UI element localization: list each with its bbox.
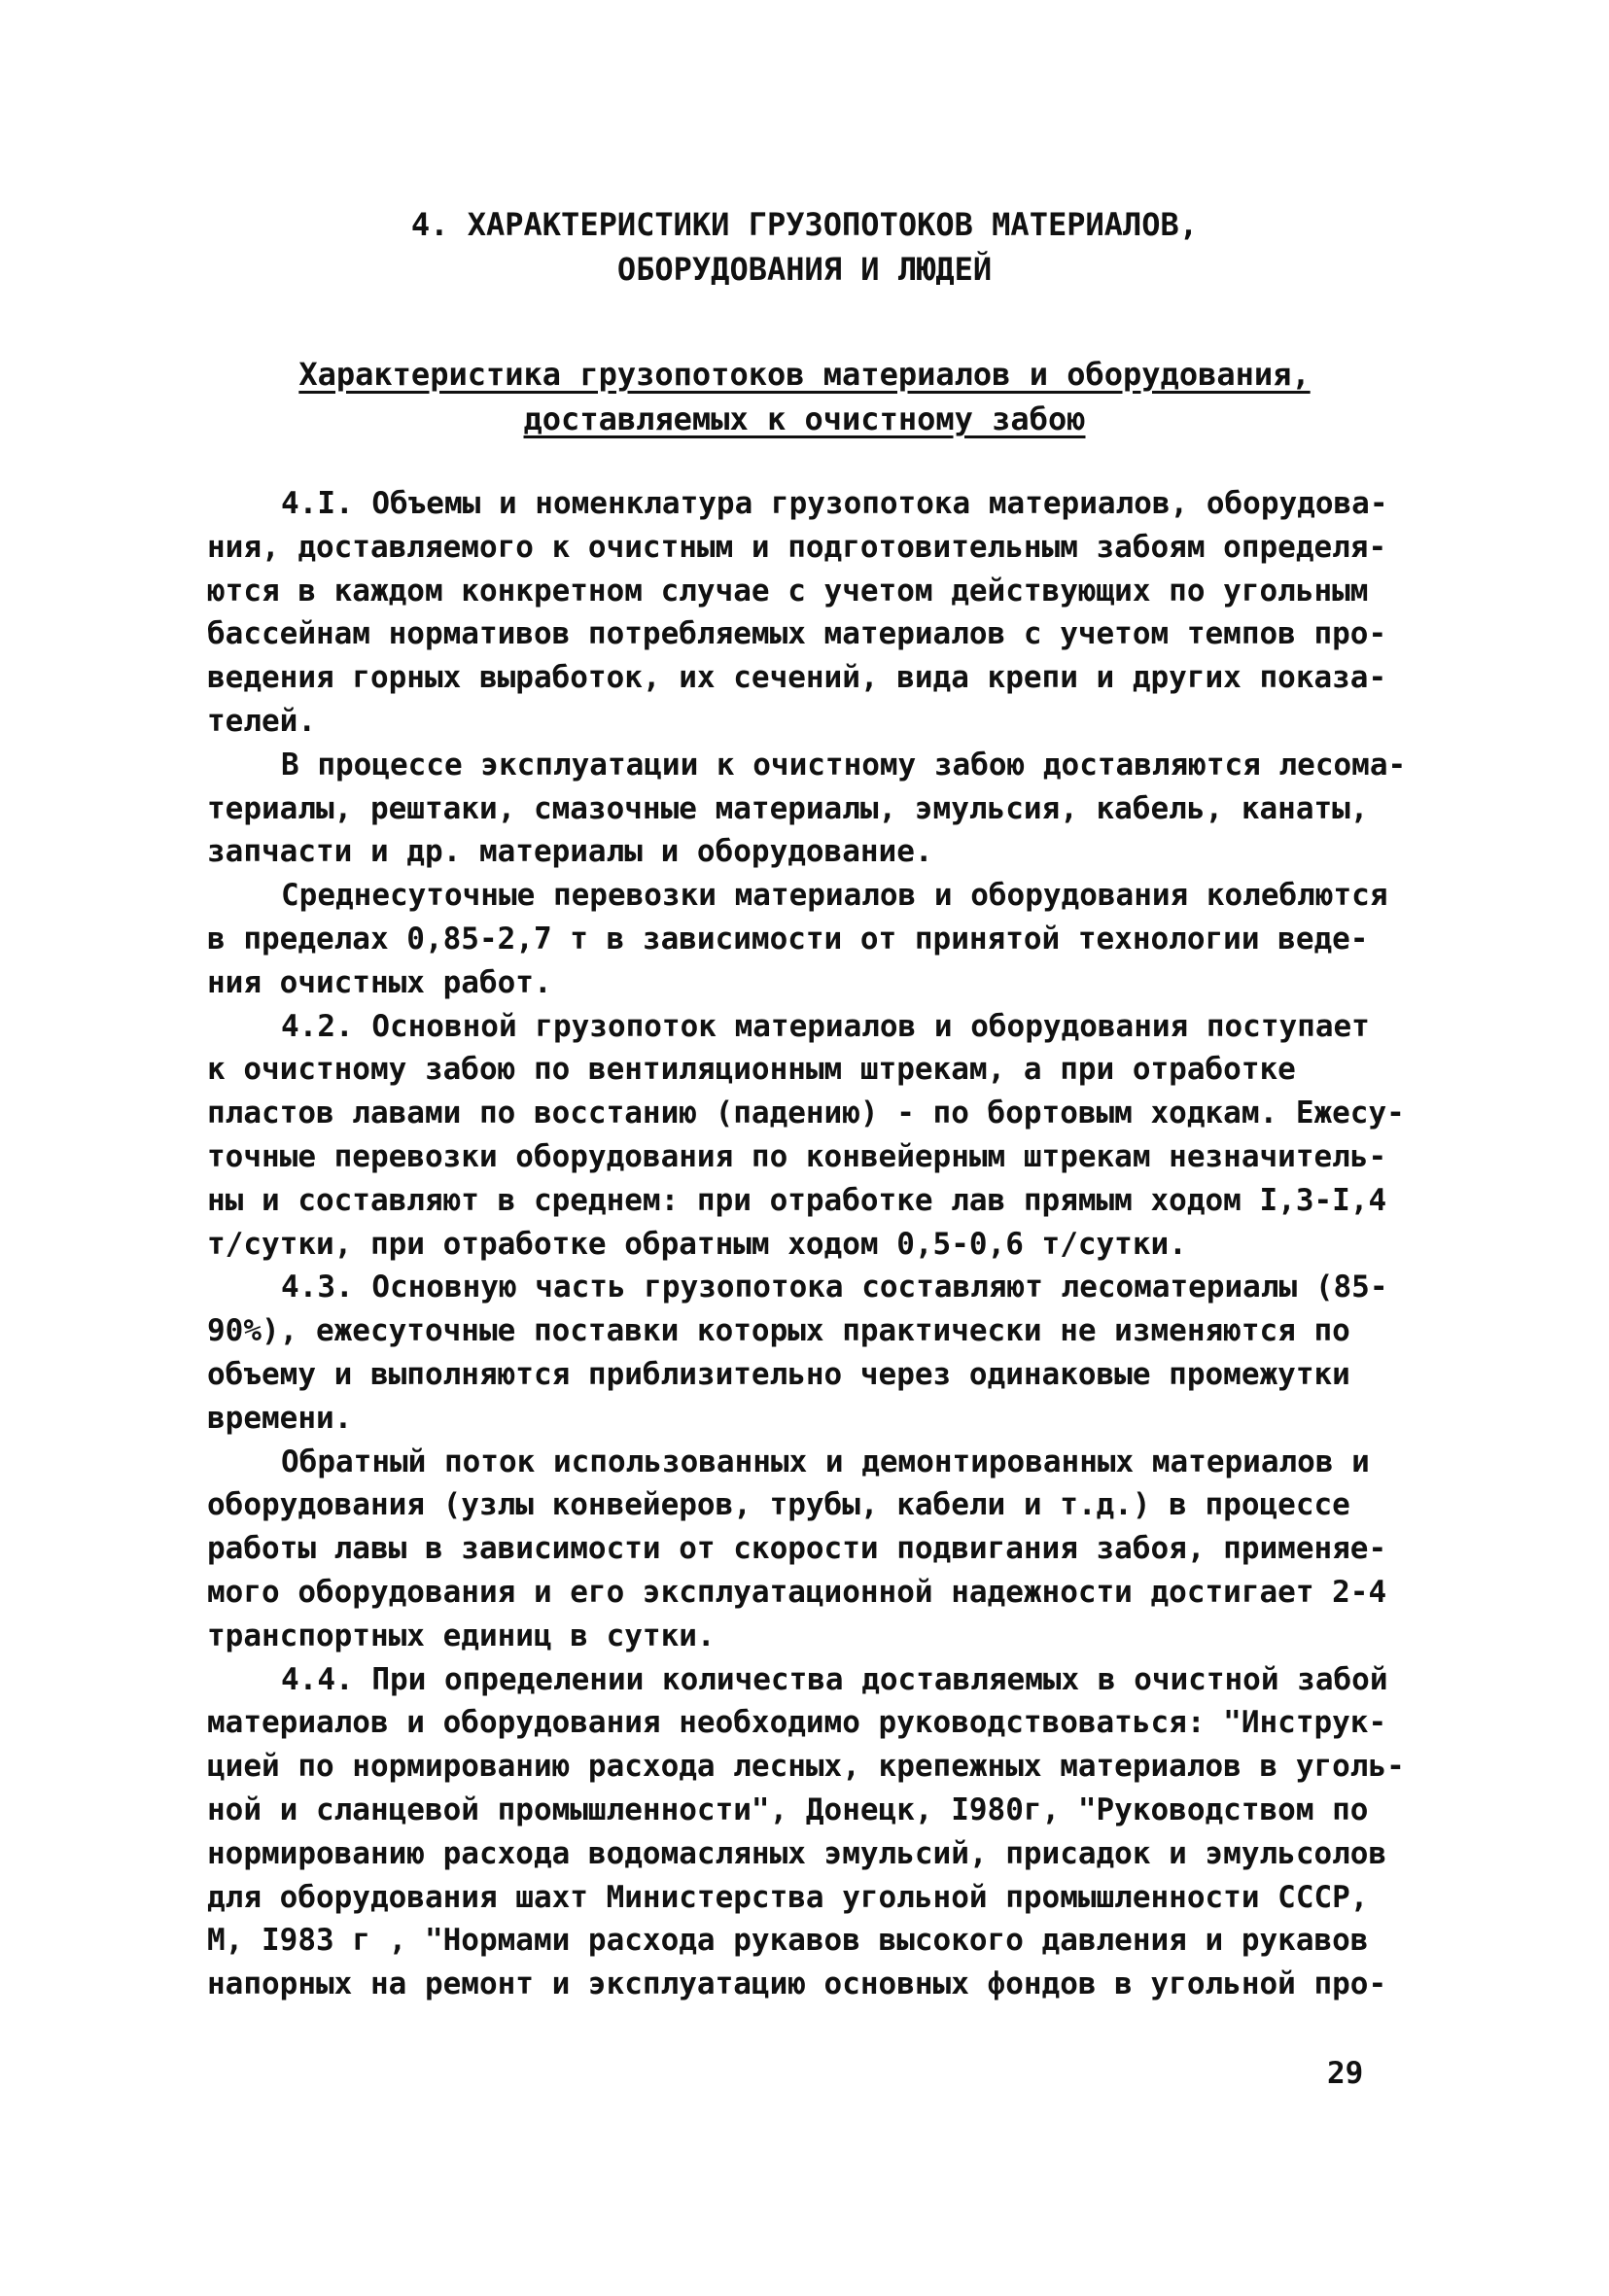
text-line: к очистному забою по вентиляционным штрекам, а при отработке	[207, 1052, 1296, 1088]
section-title-line: 4. ХАРАКТЕРИСТИКИ ГРУЗОПОТОКОВ МАТЕРИАЛОВ,	[410, 206, 1199, 243]
text-line: точные перевозки оборудования по конвейерным штрекам незначитель-	[207, 1138, 1387, 1174]
text-line: т/сутки, при отработке обратным ходом 0,5-0,6 т/сутки.	[207, 1226, 1187, 1262]
text-line: мого оборудования и его эксплуатационной надежности достигает 2-4	[207, 1574, 1387, 1610]
text-line: Среднесуточные перевозки материалов и оборудования колеблются	[281, 878, 1388, 914]
paragraph-4-4	[207, 1658, 1405, 2006]
text-line: объему и выполняются приблизительно через одинаковые промежутки	[207, 1356, 1350, 1392]
text-line: 4.4. При определении количества доставляемых в очистной забой	[281, 1661, 1388, 1697]
text-line: ведения горных выработок, их сечений, вида крепи и других показа-	[207, 660, 1387, 696]
text-line: цией по нормированию расхода лесных, крепежных материалов в уголь-	[207, 1749, 1405, 1785]
text-line: 4.2. Основной грузопоток материалов и оборудования поступает	[281, 1008, 1370, 1044]
text-line: ются в каждом конкретном случае с учетом действующих по угольным	[207, 573, 1369, 609]
paragraph-4-1	[207, 482, 1393, 744]
section-title	[194, 202, 1415, 292]
text-line: ной и сланцевой промышленности", Донецк, I980г, "Руководством по	[207, 1792, 1369, 1827]
text-line: телей.	[207, 703, 316, 739]
text-line: бассейнам нормативов потребляемых материалов с учетом темпов про-	[207, 616, 1387, 652]
text-line: ны и составляют в среднем: при отработке лав прямым ходом I,3-I,4	[207, 1182, 1387, 1218]
page-number: 29	[1327, 2056, 1364, 2091]
text-line: ния очистных работ.	[207, 964, 552, 1000]
body-text	[207, 482, 1407, 2006]
text-line: Обратный поток использованных и демонтированных материалов и	[281, 1444, 1370, 1479]
paragraph-4-2	[207, 1005, 1405, 1267]
text-line: в пределах 0,85-2,7 т в зависимости от принятой технологии веде-	[207, 921, 1369, 957]
paragraph-4-3	[207, 1266, 1393, 1440]
text-line: для оборудования шахт Министерства угольной промышленности СССР,	[207, 1879, 1369, 1915]
paragraph-daily-transport	[207, 874, 1393, 1004]
text-line: 4.I. Объемы и номенклатура грузопотока материалов, оборудова-	[281, 486, 1388, 521]
text-line: териалы, рештаки, смазочные материалы, эмульсия, кабель, канаты,	[207, 790, 1369, 826]
text-line: 90%), ежесуточные поставки которых практически не изменяются по	[207, 1313, 1350, 1349]
text-line: материалов и оборудования необходимо руководствоваться: "Инструк-	[207, 1705, 1387, 1741]
text-line: 4.3. Основную часть грузопотока составляют лесоматериалы (85-	[281, 1270, 1388, 1305]
paragraph-return-flow	[207, 1441, 1393, 1658]
text-line: запчасти и др. материалы и оборудование.	[207, 834, 933, 870]
text-line: ния, доставляемого к очистным и подготовительным забоям определя-	[207, 529, 1387, 565]
text-line: оборудования (узлы конвейеров, трубы, кабели и т.д.) в процессе	[207, 1487, 1350, 1523]
text-line: М, I983 г , "Нормами расхода рукавов высокого давления и рукавов	[207, 1923, 1369, 1959]
subsection-title-line: доставляемых к очистному забою	[523, 400, 1086, 437]
subsection-title-line: Характеристика грузопотоков материалов и оборудования,	[298, 356, 1311, 393]
text-line: напорных на ремонт и эксплуатацию основных фондов в угольной про-	[207, 1966, 1387, 2002]
text-line: пластов лавами по восстанию (падению) - по бортовым ходкам. Ежесу-	[207, 1096, 1405, 1131]
text-line: нормированию расхода водомасляных эмульсий, присадок и эмульсолов	[207, 1835, 1387, 1871]
text-line: работы лавы в зависимости от скорости подвигания забоя, применяе-	[207, 1531, 1387, 1567]
text-line: транспортных единиц в сутки.	[207, 1618, 716, 1653]
subsection-title	[194, 352, 1415, 441]
section-title-line: ОБОРУДОВАНИЯ И ЛЮДЕЙ	[616, 251, 993, 288]
paragraph-exploitation	[207, 744, 1407, 874]
text-line: времени.	[207, 1400, 353, 1436]
text-line: В процессе эксплуатации к очистному забою доставляются лесома-	[281, 747, 1407, 783]
